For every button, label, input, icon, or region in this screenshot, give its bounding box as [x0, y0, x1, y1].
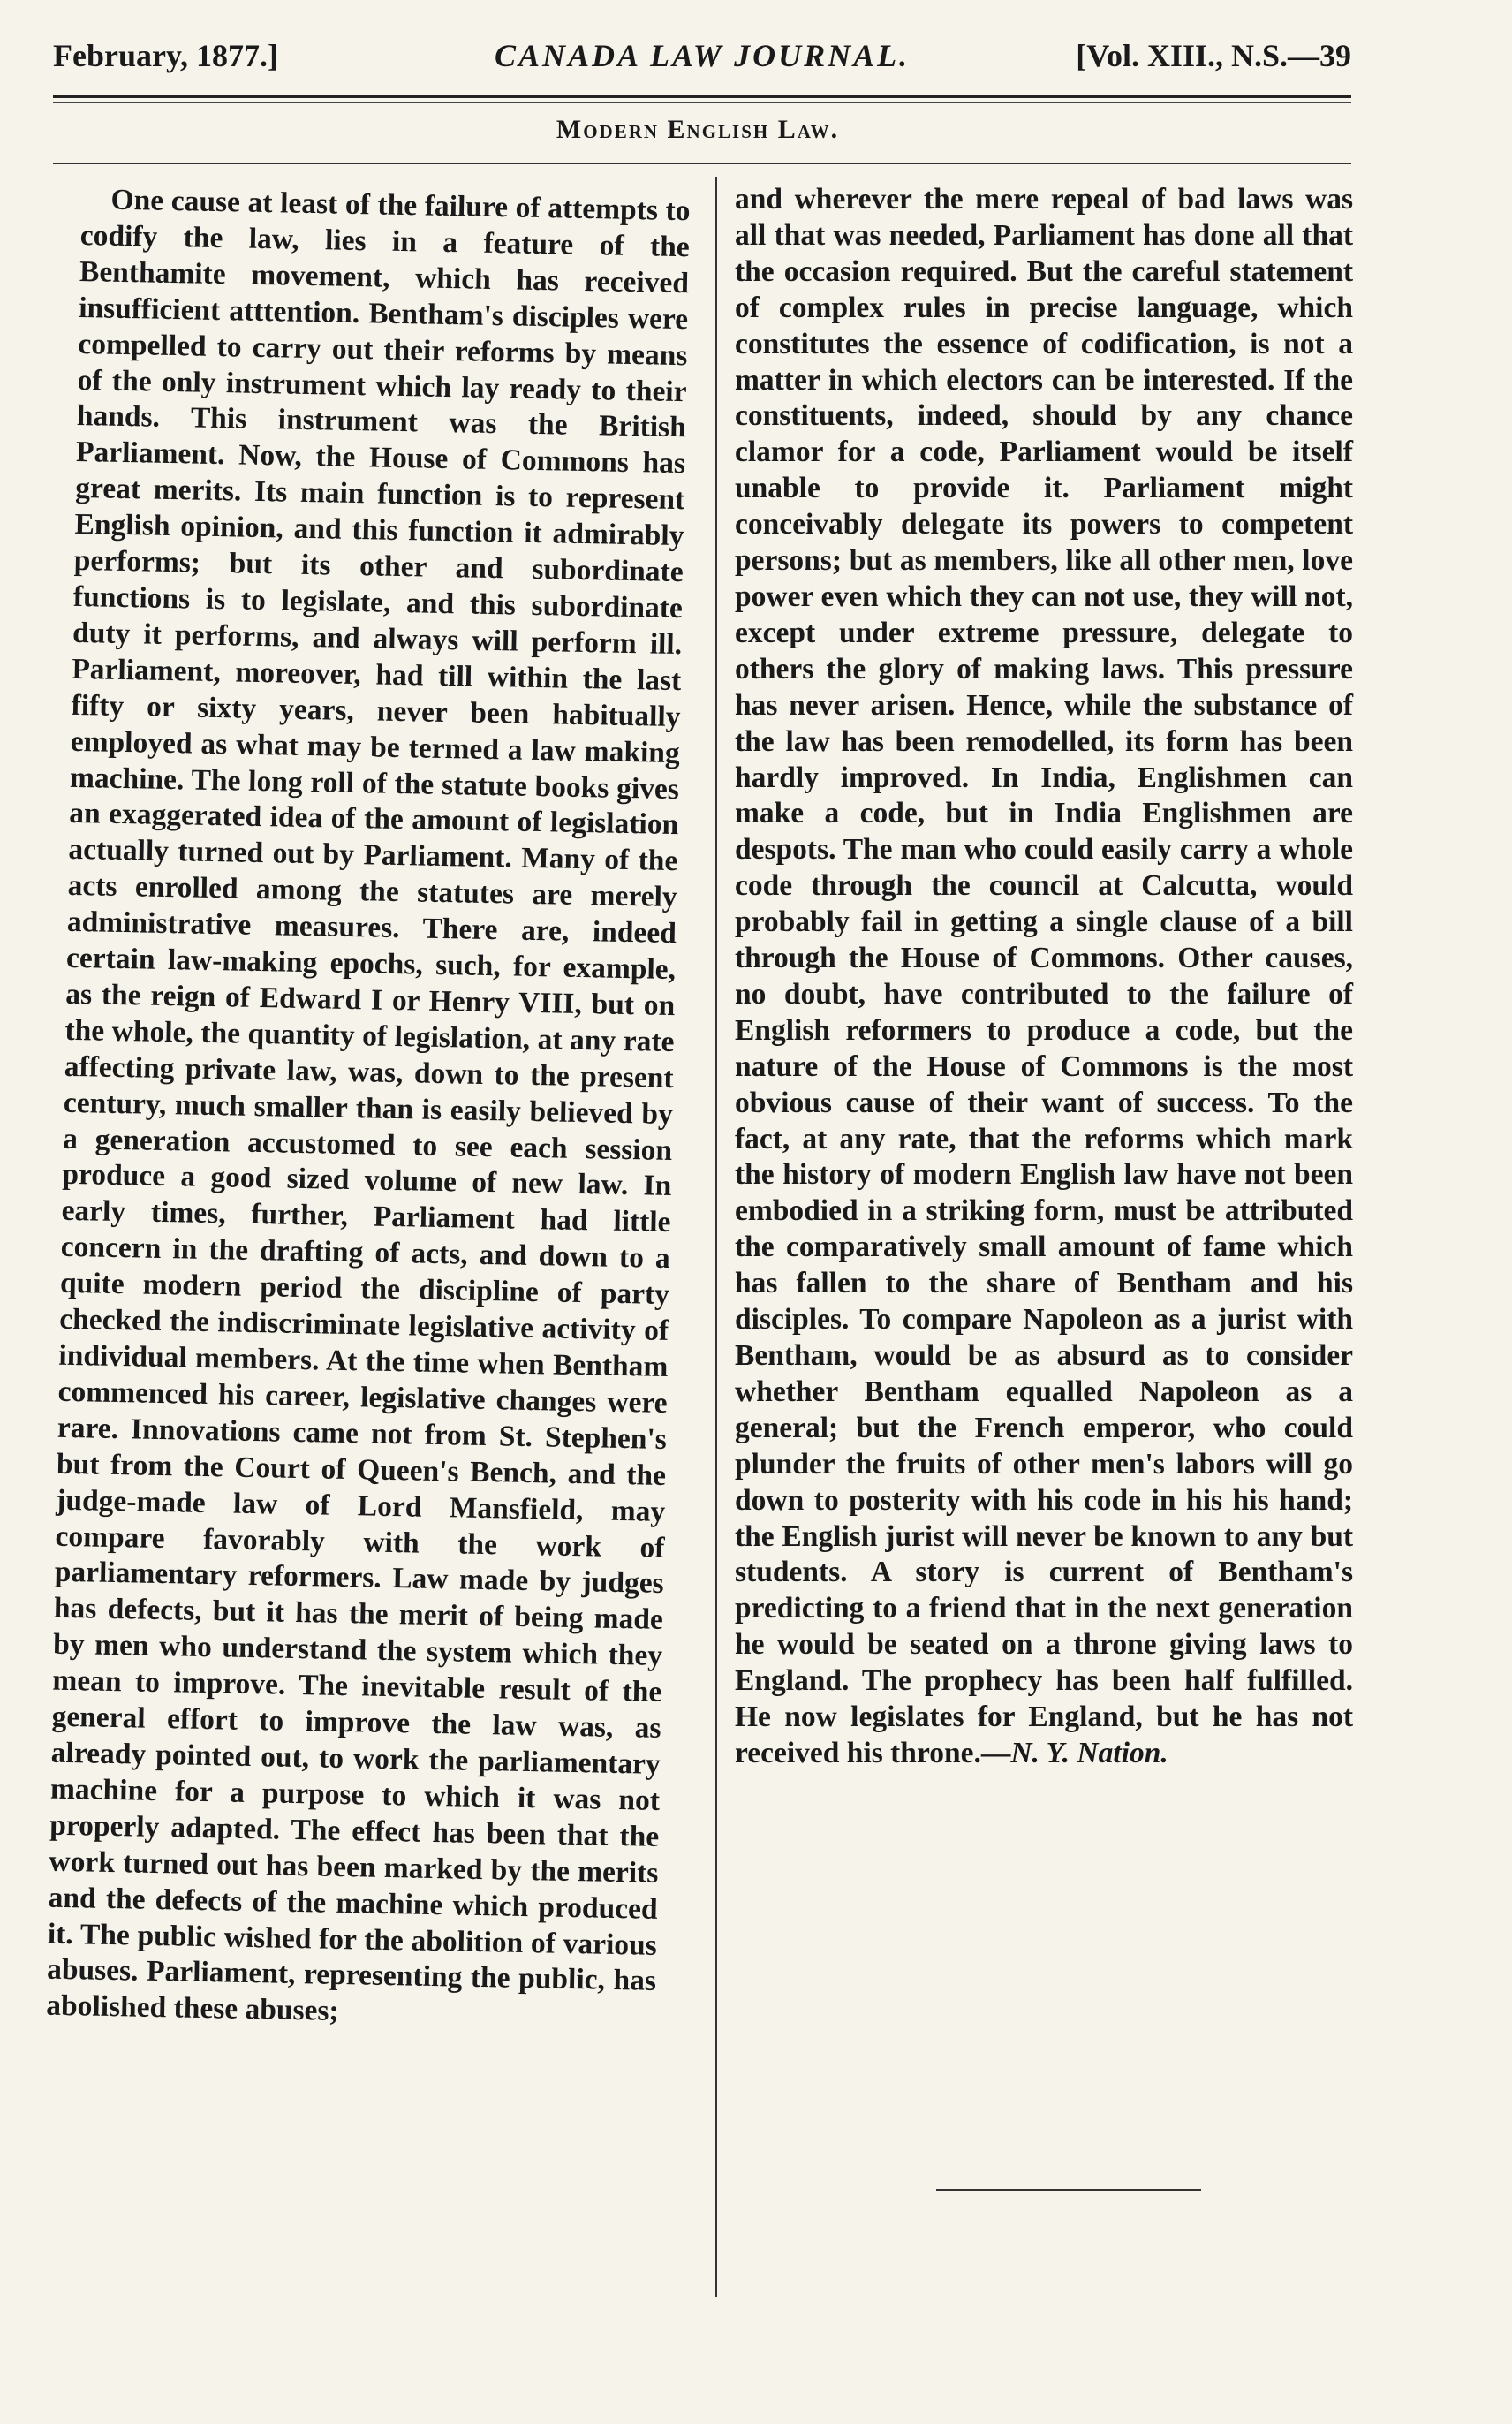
right-column-body: and wherever the mere repeal of bad laws was all that was needed, Parliament has done all that the occasion required. But the careful statement of complex rules in precise language, which constitutes the essence of codification, is not a matter in which electors can be interested. If the constituents, indeed, should by any chance clamor for a code, Parliament would be itself unable to provide it. Parliament might conceivably delegate its powers to competent persons; but as members, like all other men, love power even which they can not use, they will not, except under extreme pressure, delegate to others the glory of making laws. This pressure has never arisen. Hence, while the substance of the law has been remodelled, its form has been hardly improved. In India, Englishmen can make a code, but in India Englishmen are despots. The man who could easily carry a whole code through the council at Calcutta, would probably fail in getting a single clause of a bill through the House of Commons. Other causes, no doubt, have contributed to the failure of English reformers to produce a code, but the nature of the House of Commons is the most obvious cause of their want of success. To the fact, at any rate, that the reforms which mark the history of modern English law have not been embodied in a striking form, must be attributed the comparatively small amount of fame which has fallen to the share of Bentham and his disciples. To compare Napoleon as a jurist with Bentham, would be as absurd as to consider whether Bentham equalled Napoleon as a general; but the French emperor, who could plunder the fruits of other men's labors will go down to posterity with his code in his his hand; the English jurist will never be known to any but students. A story is current of Bentham's predicting to a friend that in the next generation he would be seated on a throne giving laws to England. The prophecy has been half fulfilled. He now legislates for England, but he has not received his throne.— [735, 183, 1353, 1769]
left-column [46, 182, 691, 2036]
end-rule [936, 2189, 1201, 2191]
left-column-text: One cause at least of the failure of attempts to codify the law, lies in a feature of the Benthamite movement, which has received insufficient atttention. Bentham's disciples were compelled to carry out their reforms by means of the only instrument which lay ready to their hands. This instrument was the British Parliament. Now, the House of Commons has great merits. Its main function is to represent English opinion, and this function it admirably performs; but its other and subordinate functions is to legislate, and this subordinate duty it performs, and always will perform ill. Parliament, moreover, had till within the last fifty or sixty years, never been habitually employed as what may be termed a law making machine. The long roll of the statute books gives an exaggerated idea of the amount of legislation actually turned out by Parliament. Many of the acts enrolled among the statutes are merely administrative measures. There are, indeed certain law-making epochs, such, for example, as the reign of Edward I or Henry VIII, but on the whole, the quantity of legislation, at any rate affecting private law, was, down to the present century, much smaller than is easily believed by a generation accustomed to see each session produce a good sized volume of new law. In early times, further, Parliament had little concern in the drafting of acts, and down to a quite modern period the discipline of party checked the indiscriminate legislative activity of individual members. At the time when Bentham commenced his career, legislative changes were rare. Innovations came not from St. Stephen's but from the Court of Queen's Bench, and the judge-made law of Lord Mansfield, may compare favorably with the work of parliamentary reformers. Law made by judges has defects, but it has the merit of being made by men who understand the system which they mean to improve. The inevitable result of the general effort to improve the law was, as already pointed out, to work the parliamentary machine for a purpose to which it was not properly adapted. The effect has been that the work turned out has been marked by the merits and the defects of the machine which produced it. The public wished for the abolition of various abuses. Parliament, representing the public, has abolished these abuses; [46, 183, 691, 2028]
header-volume-page: [Vol. XIII., N.S.—39 [1076, 38, 1351, 73]
header-journal-title: CANADA LAW JOURNAL. [495, 38, 911, 73]
header-rule [53, 95, 1351, 98]
article-title: Modern English Law. [556, 115, 840, 144]
attribution: N. Y. Nation. [1010, 1736, 1168, 1769]
right-column-text [735, 182, 1353, 1772]
running-header [53, 34, 1351, 87]
column-divider [715, 177, 717, 2297]
title-rule [53, 163, 1351, 164]
header-date: February, 1877.] [53, 38, 278, 73]
right-column [735, 182, 1353, 1772]
header-rule-thin [53, 102, 1351, 103]
